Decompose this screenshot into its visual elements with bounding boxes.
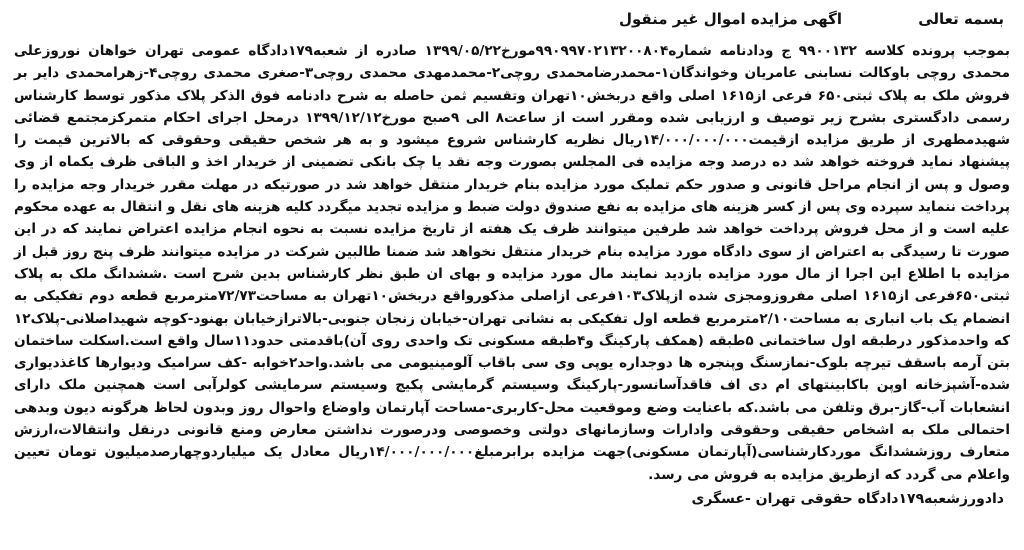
notice-header <box>14 6 1010 36</box>
notice-body: بموجب پرونده کلاسه ۹۹۰۰۱۳۲ ج ودادنامه شماره۹۹۰۹۹۷۰۲۱۳۲۰۰۸۰۴مورخ۱۳۹۹/۰۵/۲۲ صادره از شعبه۱۷۹دادگاه عمومی تهران خواهان نوروزعلی محمدی روچی باوکالت نسابنی عامریان وخواندگان۱-محمدرضامحمدی روچی۲-محمدمهدی محمدی روچی۳-صغری محمدی روچی۴-زهرامحمدی دایر بر فروش ملک به پلاک ثبتی۶۵۰ فرعی از۱۶۱۵ اصلی واقع دربخش۱۰تهران وتقسیم ثمن حاصله به شرح دادنامه فوق الذکر پلاک مذکور توسط کارشناس رسمی دادگستری بشرح زیر توصیف و ارزیابی شده ومقرر است از ساعت۸ الی ۹صبح مورخ۱۳۹۹/۱۲/۱۲ درمحل اجرای احکام متمرکزمجتمع قضائی شهیدمطهری از طریق مزایده ازقیمت۱۴/۰۰۰/۰۰۰/۰۰۰ریال نظریه کارشناس شروع میشود و به هر شخص حقیقی وحقوقی که بالاترین قیمت را پیشنهاد نماید فروخته خواهد شد ده درصد وجه مزایده فی المجلس بصورت وجه نقد یا چک بانکی تضمینی از خریدار اخذ و الباقی ظرف یکماه از وی وصول و پس از انجام مراحل قانونی و صدور حکم تملیک مورد مزایده بنام خریدار منتقل خواهد شد در صورتیکه در مهلت مقرر خریدار وجه مزایده را پرداخت ننماید سپرده وی پس از کسر هزینه های مزایده به نفع صندوق دولت ضبط و مزایده تجدید میگردد کلیه هزینه های نقل و انتقال به عهده محکوم علیه است و از محل فروش پرداخت خواهد شد طرفین میتوانند ظرف یک هفته از تاریخ مزایده نسبت به نحوه انجام مزایده اعتراض نمایند که در این صورت تا رسیدگی به اعتراض از سوی دادگاه مورد مزایده بنام خریدار منتقل نخواهد شد ضمنا طالبین شرکت در مزایده میتوانند ظرف پنج روز قبل از مزایده با اطلاع این اجرا از مال مورد مزایده بازدید نمایند مال مورد مزایده و بهای ان طبق نظر کارشناس بدین شرح است .ششدانگ ملک به پلاک ثبتی۶۵۰فرعی از۱۶۱۵ اصلی مفروزومجزی شده ازپلاک۱۰۳فرعی ازاصلی مذکورواقع دربخش۱۰تهران به مساحت۷۲/۷۳مترمربع قطعه دوم تفکیکی به انضمام یک باب انباری به مساحت۲/۱۰مترمربع قطعه اول تفکیکی به نشانی تهران-خیابان زنجان جنوبی-بالاترازخیابان بهنود-کوچه شهیداصلانی-پلاک۱۲ که واحدمذکور درطبقه اول ساختمانی ۵طبقه (همکف پارکینگ و۴طبقه مسکونی تک واحدی روی آن)باقدمتی حدود۱۱سال واقع است.اسکلت ساختمان بتن آرمه باسقف تیرچه بلوک-نمازسنگ وپنجره ها دوجداره یوپی وی سی باقاب آلومینیومی می باشد.واحد۲خوابه -کف سرامیک ودیوارها کاغذدیواری شده-آشپزخانه اوپن باکابینتهای ام دی اف فاقدآسانسور-پارکینگ وسیستم گرمایشی پکیج وسیستم سرمایشی کولرآبی است همچنین ملک دارای انشعابات آب-گاز-برق وتلفن می باشد.که باعنایت وضع وموقعیت محل-کاربری-مساحت آپارتمان واوضاع واحوال روز وبدون لحاظ هرگونه دیون وبدهی احتمالی ملک به اشخاص حقیقی وحقوقی وادارات وسازمانهای دولتی وخصوصی ودرصورت نداشتن معارض ومنع قانونی درنقل وانتقالات،ارزش متعارف روزششدانگ موردکارشناسی(آپارتمان مسکونی)جهت مزایده برابرمبلغ۱۴/۰۰۰/۰۰۰/۰۰۰ریال معادل یک میلیاردوچهارصدمیلیون تومان تعیین واعلام می گردد که ازطریق مزایده به فروش می رسد. <box>14 43 1011 483</box>
notice-title: اگهی مزایده اموال غیر منقول <box>618 10 842 28</box>
basmala-heading: بسمه تعالی <box>918 10 1004 28</box>
notice-signature: دادورزشعبه۱۷۹دادگاه حقوقی تهران -عسگری <box>691 490 1004 507</box>
